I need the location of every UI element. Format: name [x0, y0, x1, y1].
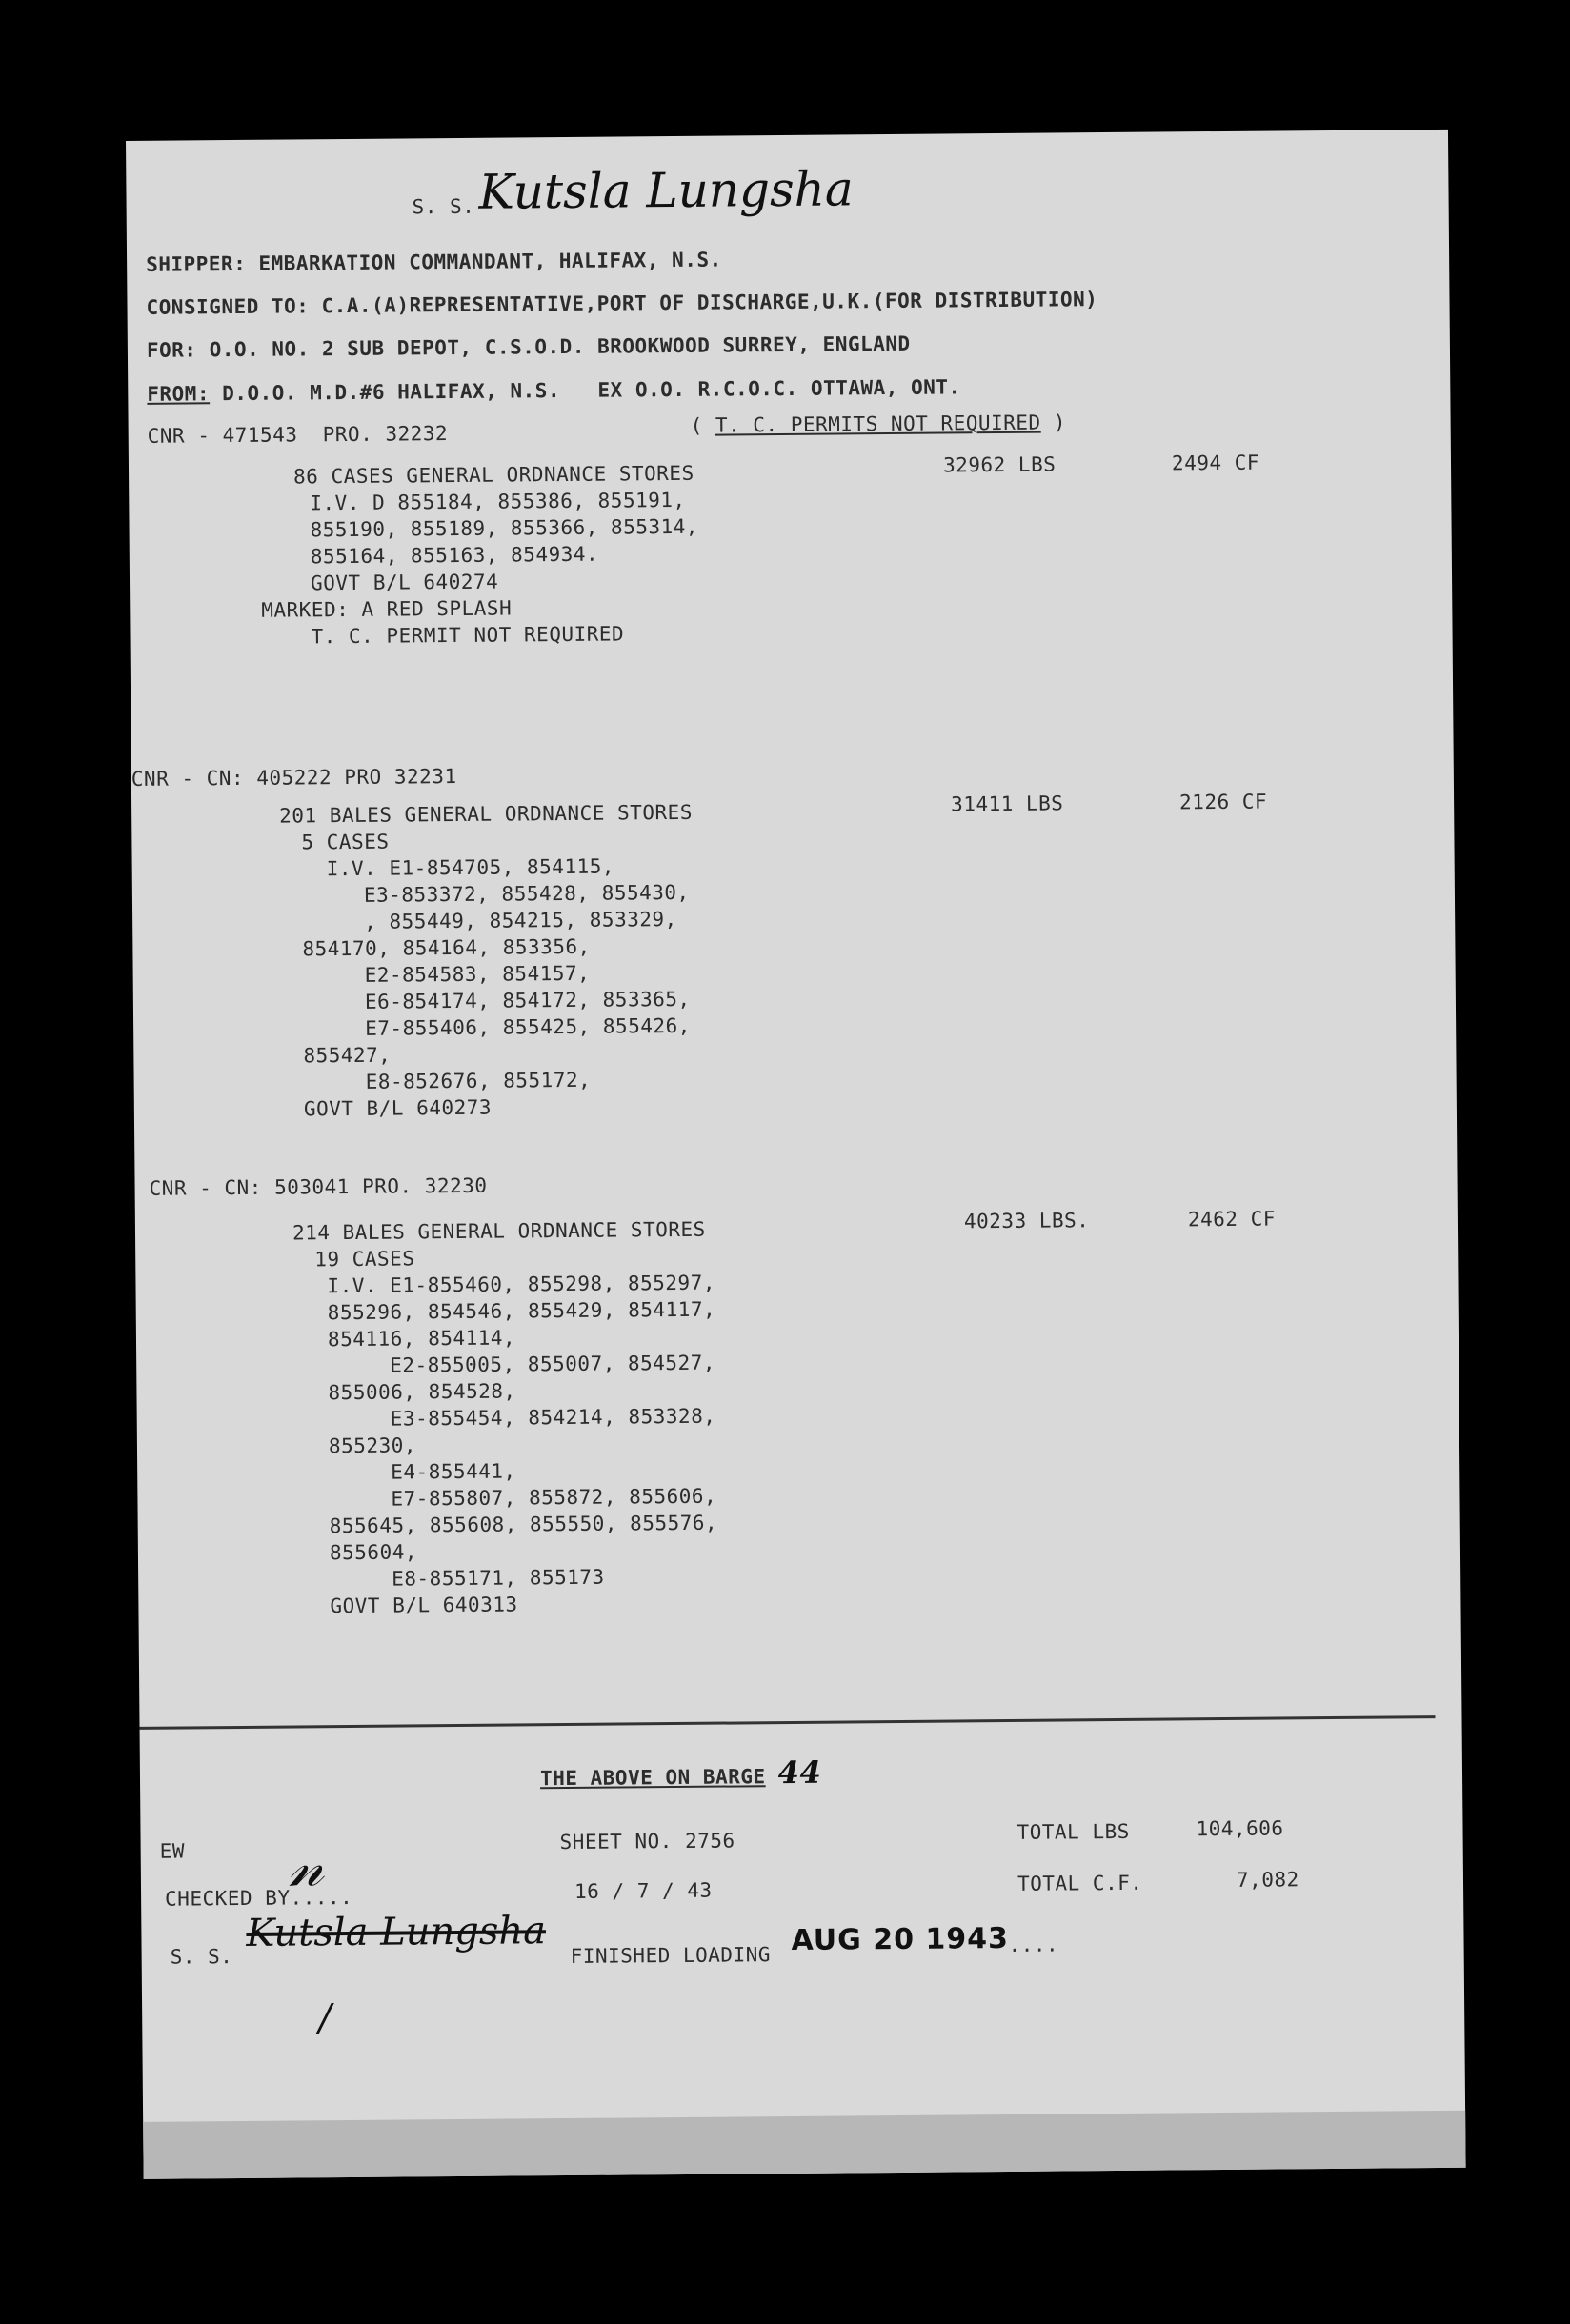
- shipment-2-description: 201 BALES GENERAL ORDNANCE STORES: [279, 800, 694, 828]
- barge-line: [540, 1754, 822, 1793]
- shipment-1-volume: 2494 CF: [1171, 451, 1260, 475]
- sign-tick: /: [318, 1996, 332, 2041]
- shipment-2-weight: 31411 LBS: [951, 791, 1064, 816]
- date-stamp: AUG 20 1943: [791, 1921, 1010, 1957]
- item-line: E2-855005, 855007, 854527,: [390, 1351, 716, 1377]
- item-line: I.V. D 855184, 855386, 855191,: [310, 488, 686, 515]
- item-line: E7-855406, 855425, 855426,: [365, 1013, 691, 1040]
- item-line: GOVT B/L 640274: [310, 570, 499, 595]
- item-line: E7-855807, 855872, 855606,: [391, 1484, 717, 1511]
- cnr-line: CNR - 471543 PRO. 32232: [147, 422, 449, 448]
- item-line: 855006, 854528,: [328, 1379, 516, 1405]
- item-line: GOVT B/L 640313: [330, 1593, 518, 1618]
- shipment-2-volume: 2126 CF: [1178, 790, 1268, 814]
- sheet-number: SHEET NO. 2756: [559, 1829, 735, 1854]
- item-line: 855645, 855608, 855550, 855576,: [329, 1511, 718, 1538]
- permits-note-text: T. C. PERMITS NOT REQUIRED: [715, 411, 1041, 437]
- item-line: E6-854174, 854172, 853365,: [364, 987, 691, 1013]
- item-line: T. C. PERMIT NOT REQUIRED: [311, 622, 625, 649]
- total-lbs-label: TOTAL LBS: [1016, 1819, 1130, 1844]
- shipment-3-volume: 2462 CF: [1187, 1207, 1277, 1232]
- item-line: 19 CASES: [314, 1247, 415, 1272]
- total-cf-label: TOTAL C.F.: [1016, 1871, 1143, 1895]
- shipment-3-description: 214 BALES GENERAL ORDNANCE STORES: [292, 1217, 706, 1245]
- checked-by: CHECKED BY.....: [165, 1885, 353, 1911]
- permits-note: ( T. C. PERMITS NOT REQUIRED ): [690, 411, 1067, 437]
- shipment-3-weight: 40233 LBS.: [963, 1209, 1090, 1233]
- sheet-date: 16 / 7 / 43: [574, 1878, 713, 1903]
- item-line: 855604,: [329, 1540, 418, 1565]
- shipment-2-cnr: CNR - CN: 405222 PRO 32231: [131, 764, 457, 791]
- checked-by-initials-handwritten: 𝓃: [288, 1833, 325, 1900]
- shipment-1-description: 86 CASES GENERAL ORDNANCE STORES: [292, 461, 694, 489]
- item-line: E4-855441,: [391, 1459, 516, 1484]
- finished-loading: FINISHED LOADING: [570, 1943, 772, 1968]
- from-line: [147, 375, 960, 405]
- document-page: [126, 130, 1466, 2179]
- ship-prefix: S. S.: [412, 194, 475, 219]
- shipment-3-cnr: CNR - CN: 503041 PRO. 32230: [149, 1173, 488, 1200]
- from-text: D.O.O. M.D.#6 HALIFAX, N.S. EX O.O. R.C.O.C. OTTAWA, ONT.: [209, 375, 961, 406]
- item-line: E3-855454, 854214, 853328,: [390, 1404, 716, 1431]
- item-line: E2-854583, 854157,: [364, 961, 591, 987]
- item-line: E8-855171, 855173: [392, 1565, 605, 1591]
- item-line: E3-853372, 855428, 855430,: [363, 880, 690, 907]
- ship-name-handwritten: Kutsla Lungsha: [478, 161, 854, 220]
- item-line: MARKED: A RED SPLASH: [261, 596, 513, 622]
- ship-sign-handwritten: Kutsla Lungsha: [246, 1909, 547, 1955]
- item-line: 855296, 854546, 855429, 854117,: [327, 1297, 716, 1325]
- barge-text: THE ABOVE ON BARGE: [539, 1765, 766, 1791]
- shipper-line: SHIPPER: EMBARKATION COMMANDANT, HALIFAX, N.S.: [146, 248, 722, 276]
- item-line: I.V. E1-854705, 854115,: [326, 854, 615, 881]
- ss-prefix-footer: S. S.: [170, 1945, 233, 1969]
- item-line: 5 CASES: [301, 830, 390, 854]
- total-cf-value: 7,082: [1236, 1868, 1299, 1892]
- bottom-band: [143, 2111, 1465, 2179]
- item-line: GOVT B/L 640273: [303, 1095, 493, 1121]
- total-lbs-value: 104,606: [1196, 1816, 1284, 1841]
- for-line: FOR: O.O. NO. 2 SUB DEPOT, C.S.O.D. BROOKWOOD SURREY, ENGLAND: [146, 331, 911, 362]
- item-line: E8-852676, 855172,: [365, 1068, 592, 1093]
- item-line: 855230,: [328, 1433, 417, 1458]
- barge-number: 44: [777, 1753, 822, 1792]
- shipment-1-weight: 32962 LBS: [942, 452, 1057, 477]
- divider-line: [140, 1715, 1436, 1730]
- item-line: 854170, 854164, 853356,: [302, 934, 591, 961]
- initials: EW: [159, 1839, 186, 1863]
- item-line: 855164, 855163, 854934.: [310, 542, 599, 569]
- item-line: , 855449, 854215, 853329,: [364, 907, 677, 933]
- trailing-dots: ....: [1008, 1933, 1059, 1956]
- item-line: 855190, 855189, 855366, 855314,: [310, 514, 699, 542]
- from-label: FROM:: [147, 382, 211, 406]
- consigned-to-line: CONSIGNED TO: C.A.(A)REPRESENTATIVE,PORT OF DISCHARGE,U.K.(FOR DISTRIBUTION): [146, 288, 1098, 319]
- item-line: I.V. E1-855460, 855298, 855297,: [327, 1271, 716, 1298]
- item-line: 855427,: [303, 1043, 392, 1068]
- item-line: 854116, 854114,: [327, 1326, 516, 1352]
